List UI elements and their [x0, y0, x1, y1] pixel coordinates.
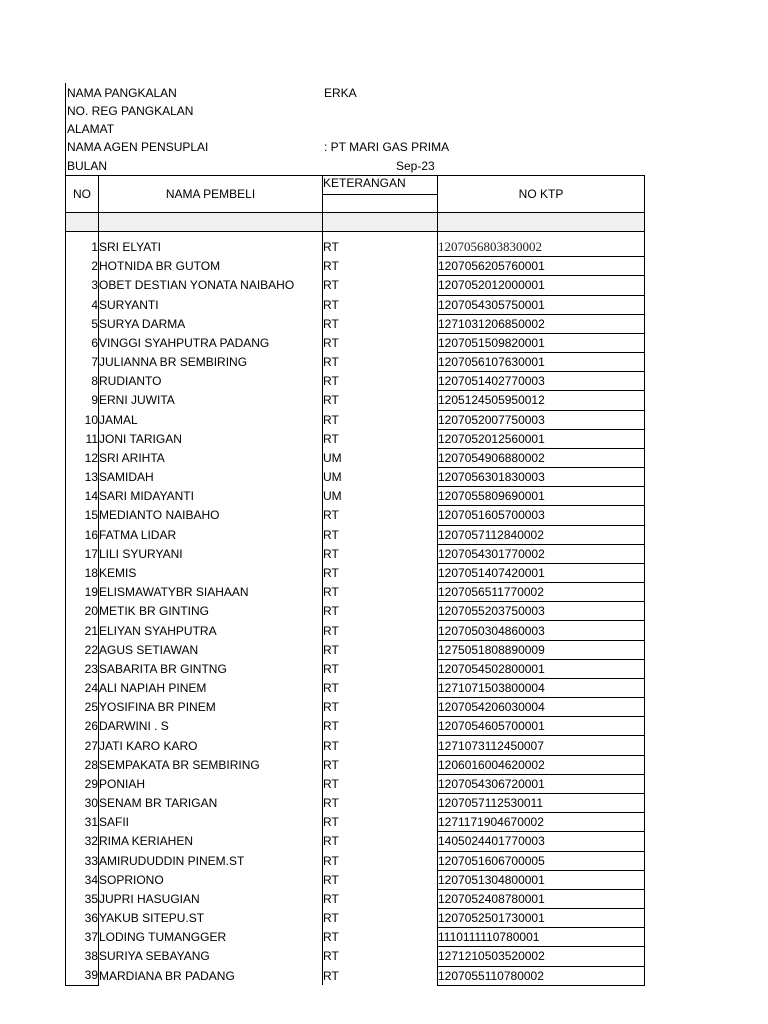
cell-ktp: 1207056205760001 — [438, 257, 645, 276]
table-row — [66, 889, 645, 908]
table-row — [66, 506, 645, 525]
cell-nama: SRI ELYATI — [99, 240, 162, 255]
cell-no: 11 — [66, 429, 99, 448]
spacer-row — [66, 213, 645, 232]
cell-no: 19 — [66, 583, 99, 602]
cell-keterangan: RT — [323, 832, 438, 851]
cell-keterangan: RT — [323, 583, 438, 602]
cell-ktp: 1207054306720001 — [438, 774, 645, 793]
cell-nama: ALI NAPIAH PINEM — [99, 681, 207, 696]
cell-nama: SURYANTI — [99, 297, 159, 312]
table-row — [66, 544, 645, 563]
cell-keterangan: RT — [323, 851, 438, 870]
table-row — [66, 314, 645, 333]
cell-keterangan: RT — [323, 372, 438, 391]
cell-nama: HOTNIDA BR GUTOM — [99, 259, 221, 274]
cell-nama: JAMAL — [99, 412, 138, 427]
cell-nama: VINGGI SYAHPUTRA PADANG — [99, 335, 270, 350]
table-row — [66, 870, 645, 889]
col-header-ktp: NO KTP — [438, 176, 645, 213]
nama-pangkalan-label: NAMA PANGKALAN — [67, 86, 177, 100]
cell-no: 34 — [66, 870, 99, 889]
table-row — [66, 947, 645, 966]
cell-keterangan: RT — [323, 295, 438, 314]
cell-keterangan: RT — [323, 813, 438, 832]
cell-nama: ELISMAWATYBR SIAHAAN — [99, 585, 249, 600]
cell-ktp: 1207051407420001 — [438, 563, 645, 582]
cell-no: 26 — [66, 717, 99, 736]
cell-ktp: 1207054906880002 — [438, 448, 645, 467]
cell-ktp: 1207056107630001 — [438, 353, 645, 372]
table-row — [66, 563, 645, 582]
table-row — [66, 372, 645, 391]
cell-ktp: 1207051605700003 — [438, 506, 645, 525]
table-row — [66, 966, 645, 985]
cell-ktp: 1207055110780002 — [438, 966, 645, 985]
cell-no: 37 — [66, 928, 99, 947]
cell-nama: JATI KARO KARO — [99, 738, 198, 753]
cell-no: 29 — [66, 774, 99, 793]
cell-ktp: 1110111110780001 — [438, 928, 645, 947]
cell-ktp: 1271210503520002 — [438, 947, 645, 966]
cell-keterangan: RT — [323, 928, 438, 947]
table-row — [66, 832, 645, 851]
nama-agen-label: NAMA AGEN PENSUPLAI — [67, 140, 209, 154]
cell-nama: JUPRI HASUGIAN — [99, 891, 200, 906]
cell-keterangan: UM — [323, 487, 438, 506]
cell-keterangan: RT — [323, 698, 438, 717]
cell-nama: SARI MIDAYANTI — [99, 489, 194, 504]
cell-keterangan: RT — [323, 391, 438, 410]
cell-ktp: 1207050304860003 — [438, 621, 645, 640]
table-row — [66, 238, 645, 257]
cell-keterangan: UM — [323, 448, 438, 467]
cell-ktp: 1207054502800001 — [438, 659, 645, 678]
cell-ktp: 1207052408780001 — [438, 889, 645, 908]
cell-no: 24 — [66, 678, 99, 697]
cell-keterangan: RT — [323, 429, 438, 448]
col-header-keterangan-sub — [323, 195, 438, 213]
cell-keterangan: RT — [323, 909, 438, 928]
cell-ktp: 1207057112530011 — [438, 793, 645, 812]
cell-nama: RUDIANTO — [99, 374, 162, 389]
cell-ktp: 1205124505950012 — [438, 391, 645, 410]
cell-ktp: 1207052501730001 — [438, 909, 645, 928]
table-row — [66, 698, 645, 717]
cell-ktp: 1207055203750003 — [438, 602, 645, 621]
cell-no: 16 — [66, 525, 99, 544]
nama-pangkalan-value: ERKA — [324, 86, 357, 100]
cell-nama: LODING TUMANGGER — [99, 930, 227, 945]
cell-no: 30 — [66, 793, 99, 812]
cell-ktp: 1206016004620002 — [438, 755, 645, 774]
table-row — [66, 410, 645, 429]
cell-ktp: 1207055809690001 — [438, 487, 645, 506]
cell-keterangan: RT — [323, 257, 438, 276]
cell-nama: JULIANNA BR SEMBIRING — [99, 355, 248, 370]
cell-no: 9 — [66, 391, 99, 410]
cell-no: 10 — [66, 410, 99, 429]
table-row — [66, 621, 645, 640]
cell-nama: METIK BR GINTING — [99, 604, 210, 619]
cell-keterangan: RT — [323, 947, 438, 966]
table-row — [66, 257, 645, 276]
cell-keterangan: RT — [323, 774, 438, 793]
nama-agen-value: : PT MARI GAS PRIMA — [324, 140, 450, 154]
table-row — [66, 487, 645, 506]
table-row — [66, 851, 645, 870]
cell-keterangan: RT — [323, 966, 438, 985]
table-row — [66, 659, 645, 678]
cell-keterangan: RT — [323, 314, 438, 333]
cell-no: 22 — [66, 640, 99, 659]
cell-ktp: 1271071503800004 — [438, 678, 645, 697]
cell-no: 25 — [66, 698, 99, 717]
left-border — [65, 83, 66, 175]
cell-keterangan: RT — [323, 506, 438, 525]
cell-keterangan: RT — [323, 621, 438, 640]
bulan-label: BULAN — [67, 159, 108, 173]
cell-keterangan: RT — [323, 602, 438, 621]
alamat-label: ALAMAT — [67, 122, 115, 136]
cell-keterangan: RT — [323, 793, 438, 812]
cell-nama: MARDIANA BR PADANG — [99, 968, 235, 983]
cell-ktp: 1207051606700005 — [438, 851, 645, 870]
cell-ktp: 1207054305750001 — [438, 295, 645, 314]
cell-no: 21 — [66, 621, 99, 640]
cell-no: 20 — [66, 602, 99, 621]
cell-no: 17 — [66, 544, 99, 563]
cell-ktp: 1207054206030004 — [438, 698, 645, 717]
cell-no: 14 — [66, 487, 99, 506]
cell-no: 2 — [66, 257, 99, 276]
cell-keterangan: RT — [323, 640, 438, 659]
cell-nama: LILI SYURYANI — [99, 546, 183, 561]
cell-nama: YOSIFINA BR PINEM — [99, 700, 216, 715]
cell-nama: OBET DESTIAN YONATA NAIBAHO — [99, 278, 295, 293]
cell-keterangan: RT — [323, 889, 438, 908]
cell-ktp: 1207051509820001 — [438, 333, 645, 352]
cell-no: 33 — [66, 851, 99, 870]
cell-keterangan: RT — [323, 659, 438, 678]
cell-nama: SAFII — [99, 815, 130, 830]
cell-no: 5 — [66, 314, 99, 333]
cell-no: 1 — [66, 238, 99, 257]
cell-no: 27 — [66, 736, 99, 755]
cell-no: 13 — [66, 468, 99, 487]
cell-nama: ELIYAN SYAHPUTRA — [99, 623, 217, 638]
table-row — [66, 774, 645, 793]
cell-ktp: 1405024401770003 — [438, 832, 645, 851]
cell-nama: AGUS SETIAWAN — [99, 642, 199, 657]
cell-nama: SURIYA SEBAYANG — [99, 949, 210, 964]
cell-no: 6 — [66, 333, 99, 352]
cell-no: 3 — [66, 276, 99, 295]
table-row — [66, 448, 645, 467]
table-row — [66, 468, 645, 487]
table-row — [66, 295, 645, 314]
col-header-nama: NAMA PEMBELI — [99, 176, 323, 213]
cell-nama: SEMPAKATA BR SEMBIRING — [99, 757, 260, 772]
cell-nama: SURYA DARMA — [99, 316, 186, 331]
cell-nama: SRI ARIHTA — [99, 450, 165, 465]
cell-nama: SABARITA BR GINTNG — [99, 661, 227, 676]
cell-ktp: 1207056803830002 — [438, 238, 645, 257]
cell-ktp: 1207051402770003 — [438, 372, 645, 391]
cell-nama: SAMIDAH — [99, 470, 154, 485]
cell-keterangan: RT — [323, 333, 438, 352]
table-row — [66, 755, 645, 774]
cell-keterangan: RT — [323, 870, 438, 889]
cell-ktp: 1271073112450007 — [438, 736, 645, 755]
cell-nama: FATMA LIDAR — [99, 527, 177, 542]
table-row — [66, 813, 645, 832]
cell-ktp: 1207052012000001 — [438, 276, 645, 295]
cell-no: 7 — [66, 353, 99, 372]
table-row — [66, 717, 645, 736]
cell-ktp: 1275051808890009 — [438, 640, 645, 659]
cell-no: 8 — [66, 372, 99, 391]
cell-keterangan: RT — [323, 544, 438, 563]
table-row — [66, 793, 645, 812]
cell-ktp: 1207054605700001 — [438, 717, 645, 736]
cell-ktp: 1207051304800001 — [438, 870, 645, 889]
cell-keterangan: RT — [323, 276, 438, 295]
cell-keterangan: UM — [323, 468, 438, 487]
cell-nama: YAKUB SITEPU.ST — [99, 911, 205, 926]
cell-nama: RIMA KERIAHEN — [99, 834, 194, 849]
cell-nama: SOPRIONO — [99, 872, 164, 887]
cell-no: 31 — [66, 813, 99, 832]
cell-nama: AMIRUDUDDIN PINEM.ST — [99, 853, 245, 868]
cell-no: 35 — [66, 889, 99, 908]
cell-keterangan: RT — [323, 563, 438, 582]
table-row — [66, 429, 645, 448]
cell-nama: DARWINI . S — [99, 719, 169, 734]
cell-nama: KEMIS — [99, 566, 137, 580]
bulan-value: Sep-23 — [396, 159, 435, 173]
cell-keterangan: RT — [323, 353, 438, 372]
cell-keterangan: RT — [323, 525, 438, 544]
table-row — [66, 391, 645, 410]
cell-no: 38 — [66, 947, 99, 966]
cell-keterangan: RT — [323, 678, 438, 697]
buyer-table — [65, 175, 645, 986]
cell-no: 28 — [66, 755, 99, 774]
cell-ktp: 1207056301830003 — [438, 468, 645, 487]
cell-keterangan: RT — [323, 410, 438, 429]
cell-no: 32 — [66, 832, 99, 851]
col-header-no: NO — [66, 176, 99, 213]
cell-keterangan: RT — [323, 736, 438, 755]
cell-nama: PONIAH — [99, 776, 146, 791]
cell-nama: ERNI JUWITA — [99, 393, 175, 408]
cell-ktp: 1207057112840002 — [438, 525, 645, 544]
table-row — [66, 928, 645, 947]
cell-no: 12 — [66, 448, 99, 467]
table-row — [66, 602, 645, 621]
cell-no: 39 — [66, 966, 99, 985]
no-reg-label: NO. REG PANGKALAN — [67, 104, 194, 118]
table-row — [66, 678, 645, 697]
cell-ktp: 1271031206850002 — [438, 314, 645, 333]
table-row — [66, 525, 645, 544]
cell-no: 23 — [66, 659, 99, 678]
cell-ktp: 1271171904670002 — [438, 813, 645, 832]
cell-ktp: 1207056511770002 — [438, 583, 645, 602]
table-row — [66, 333, 645, 352]
cell-ktp: 1207052007750003 — [438, 410, 645, 429]
table-row — [66, 353, 645, 372]
table-row — [66, 909, 645, 928]
col-header-keterangan: KETERANGAN — [323, 176, 438, 195]
table-row — [66, 736, 645, 755]
cell-nama: SENAM BR TARIGAN — [99, 796, 218, 811]
table-body — [66, 213, 645, 986]
table-row — [66, 583, 645, 602]
cell-keterangan: RT — [323, 717, 438, 736]
cell-ktp: 1207054301770002 — [438, 544, 645, 563]
cell-no: 18 — [66, 563, 99, 582]
cell-no: 36 — [66, 909, 99, 928]
table-row — [66, 640, 645, 659]
cell-keterangan: RT — [323, 238, 438, 257]
cell-ktp: 1207052012560001 — [438, 429, 645, 448]
cell-no: 4 — [66, 295, 99, 314]
cell-keterangan: RT — [323, 755, 438, 774]
cell-nama: MEDIANTO NAIBAHO — [99, 508, 220, 523]
cell-no: 15 — [66, 506, 99, 525]
table-row — [66, 276, 645, 295]
cell-nama: JONI TARIGAN — [99, 431, 182, 446]
